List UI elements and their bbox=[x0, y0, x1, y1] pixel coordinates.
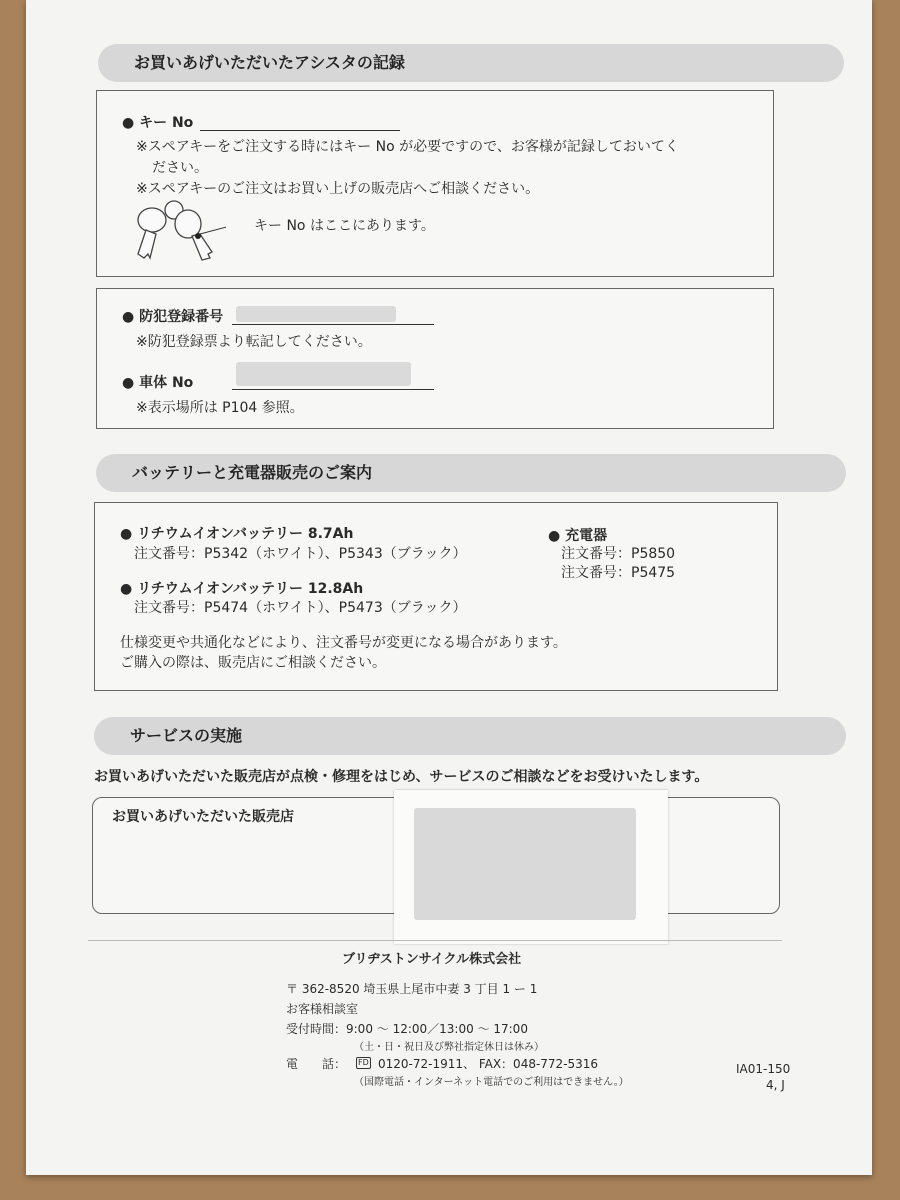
body-number-note: ※表示場所は P104 参照。 bbox=[136, 400, 304, 416]
business-hours-note: （土・日・祝日及び弊社指定休日は休み） bbox=[354, 1042, 544, 1053]
body-number-redaction bbox=[236, 362, 411, 386]
key-number-line bbox=[200, 130, 400, 131]
key-label: ● キー No bbox=[122, 115, 194, 131]
business-hours: 受付時間：9:00 〜 12:00／13:00 〜 17:00 bbox=[286, 1022, 528, 1036]
registration-number-line bbox=[232, 324, 434, 325]
phone-number: 0120-72-1911、 FAX：048-772-5316 bbox=[378, 1057, 599, 1071]
shop-redaction bbox=[414, 808, 636, 920]
service-section-header: サービスの実施 bbox=[94, 717, 846, 755]
key-note-1: ※スペアキーをご注文する時にはキー No が必要ですので、お客様が記録しておいてく bbox=[136, 139, 679, 155]
freedial-icon: FD bbox=[358, 1058, 369, 1067]
key-location-note: キー No はここにあります。 bbox=[254, 218, 435, 234]
key-illustration-icon bbox=[126, 196, 226, 272]
battery-note-2: ご購入の際は、販売店にご相談ください。 bbox=[120, 655, 386, 671]
phone-note: （国際電話・インターネット電話でのご利用はできません。） bbox=[354, 1077, 629, 1088]
body-number-label: ● 車体 No bbox=[122, 375, 194, 391]
company-address: 〒 362-8520 埼玉県上尾市中妻 3 丁目 1 ー 1 bbox=[286, 982, 538, 996]
battery-1-order: 注文番号：P5342（ホワイト）、P5343（ブラック） bbox=[134, 546, 467, 562]
battery-2-name: ● リチウムイオンバッテリー 12.8Ah bbox=[120, 581, 364, 597]
document-code: IA01-150 bbox=[736, 1062, 791, 1076]
phone-label: 電 話： bbox=[286, 1057, 347, 1071]
registration-note: ※防犯登録票より転記してください。 bbox=[136, 334, 372, 350]
body-number-line bbox=[232, 389, 434, 390]
charger-order-2: 注文番号：P5475 bbox=[561, 565, 676, 581]
battery-1-name: ● リチウムイオンバッテリー 8.7Ah bbox=[120, 526, 354, 542]
shop-label: お買いあげいただいた販売店 bbox=[112, 809, 294, 825]
record-section-header: お買いあげいただいたアシスタの記録 bbox=[98, 44, 844, 82]
registration-redaction bbox=[236, 306, 396, 322]
battery-section-header: バッテリーと充電器販売のご案内 bbox=[96, 454, 846, 492]
charger-name: ● 充電器 bbox=[548, 528, 608, 544]
document-code-2: 4, J bbox=[766, 1078, 785, 1092]
footer-divider bbox=[88, 940, 782, 941]
company-name: ブリヂストンサイクル株式会社 bbox=[342, 952, 522, 967]
service-description: お買いあげいただいた販売店が点検・修理をはじめ、サービスのご相談などをお受けいたします。 bbox=[94, 769, 709, 785]
manual-page bbox=[26, 0, 872, 1175]
battery-note-1: 仕様変更や共通化などにより、注文番号が変更になる場合があります。 bbox=[120, 635, 567, 651]
battery-2-order: 注文番号：P5474（ホワイト）、P5473（ブラック） bbox=[134, 600, 467, 616]
customer-dept: お客様相談室 bbox=[286, 1002, 359, 1016]
key-note-2: ※スペアキーのご注文はお買い上げの販売店へご相談ください。 bbox=[136, 181, 540, 197]
registration-label: ● 防犯登録番号 bbox=[122, 309, 224, 325]
charger-order-1: 注文番号：P5850 bbox=[561, 546, 676, 562]
key-note-1b: ださい。 bbox=[152, 160, 208, 176]
